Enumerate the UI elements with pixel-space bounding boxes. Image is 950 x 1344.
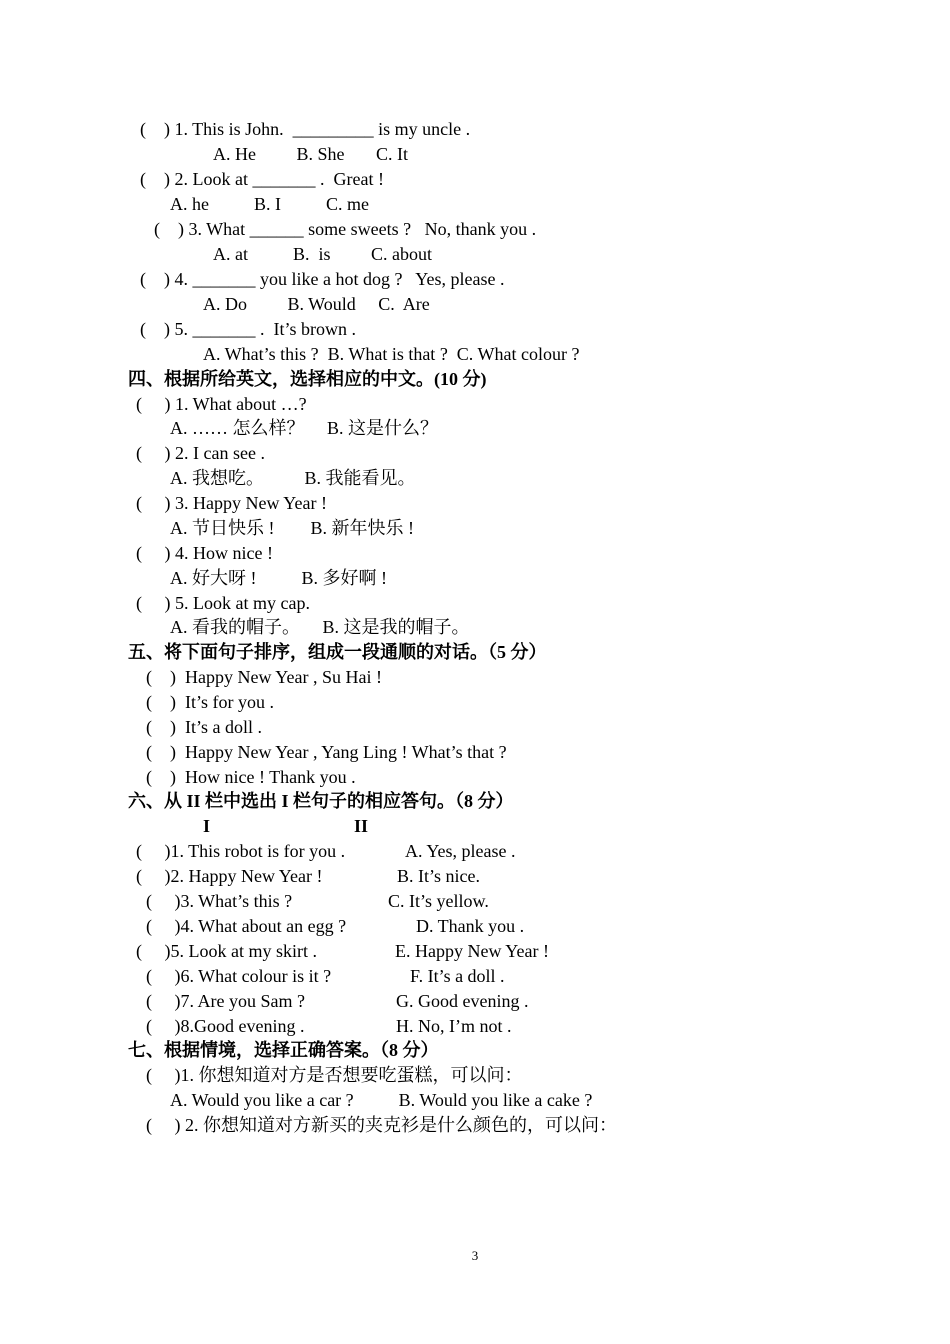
s6-q7: ( )7. Are you Sam ? [146,991,305,1011]
s7-q1-options: A. Would you like a car ? B. Would you like a cake ? [170,1090,593,1110]
s4-q3-text: ( ) 3. Happy New Year ! [136,493,327,513]
s5-item-2: ( ) It’s for you . [146,692,274,712]
s6-answer-h: H. No, I’m not . [396,1016,512,1036]
q3-text: ( ) 3. What ______ some sweets ? No, thank you . [154,219,537,239]
s4-q1-text: ( ) 1. What about …? [136,394,307,414]
s4-q1-options: A. …… 怎么样？ B. 这是什么？ [170,418,439,438]
s4-q4-text: ( ) 4. How nice ! [136,543,273,563]
section-5-heading: 五、将下面句子排序，组成一段通顺的对话。（5 分） [128,642,547,662]
s6-q4: ( )4. What about an egg ? [146,916,347,936]
s6-q3: ( )3. What’s this ? [146,891,293,911]
s6-answer-d: D. Thank you . [416,916,525,936]
q5-text: ( ) 5. _______ . It’s brown . [140,319,356,339]
s6-q8: ( )8.Good evening . [146,1016,305,1036]
s6-answer-e: E. Happy New Year ! [395,941,549,961]
s4-q3-options: A. 节日快乐 ! B. 新年快乐 ! [170,518,414,538]
s6-q5: ( )5. Look at my skirt . [136,941,317,961]
q1-options: A. He B. She C. It [213,144,408,164]
q4-text: ( ) 4. _______ you like a hot dog ? Yes, please . [140,269,505,289]
s6-answer-a: A. Yes, please . [405,841,516,861]
s5-item-3: ( ) It’s a doll . [146,717,262,737]
q2-text: ( ) 2. Look at _______ . Great ! [140,169,384,189]
column-i-header: I [203,816,211,836]
s5-item-1: ( ) Happy New Year , Su Hai ! [146,667,382,687]
s4-q5-options: A. 看我的帽子。 B. 这是我的帽子。 [170,617,470,637]
q4-options: A. Do B. Would C. Are [203,294,430,314]
section-6-heading: 六、从 II 栏中选出 I 栏句子的相应答句。（8 分） [128,791,514,811]
s7-q2-text: ( ) 2. 你想知道对方新买的夹克衫是什么颜色的，可以问： [146,1115,617,1135]
q5-options: A. What’s this ? B. What is that ? C. What colour ? [203,344,580,364]
s7-q1-text: ( )1. 你想知道对方是否想要吃蛋糕，可以问： [146,1065,523,1085]
s5-item-5: ( ) How nice ! Thank you . [146,767,356,787]
s6-answer-b: B. It’s nice. [397,866,480,886]
s6-q1: ( )1. This robot is for you . [136,841,346,861]
q2-options: A. he B. I C. me [170,194,369,214]
s6-answer-c: C. It’s yellow. [388,891,489,911]
s6-answer-f: F. It’s a doll . [410,966,505,986]
q3-options: A. at B. is C. about [213,244,432,264]
s5-item-4: ( ) Happy New Year , Yang Ling ! What’s that ? [146,742,507,762]
s6-answer-g: G. Good evening . [396,991,529,1011]
s6-q6: ( )6. What colour is it ? [146,966,332,986]
section-4-heading: 四、根据所给英文，选择相应的中文。(10 分) [128,369,487,389]
section-7-heading: 七、根据情境，选择正确答案。（8 分） [128,1040,439,1060]
s4-q2-text: ( ) 2. I can see . [136,443,265,463]
s4-q2-options: A. 我想吃。 B. 我能看见。 [170,468,416,488]
s4-q4-options: A. 好大呀 ! B. 多好啊 ! [170,568,387,588]
s4-q5-text: ( ) 5. Look at my cap. [136,593,310,613]
q1-text: ( ) 1. This is John. _________ is my uncle . [140,119,471,139]
column-ii-header: II [354,816,369,836]
page-number: 3 [471,1248,479,1263]
s6-q2: ( )2. Happy New Year ! [136,866,323,886]
